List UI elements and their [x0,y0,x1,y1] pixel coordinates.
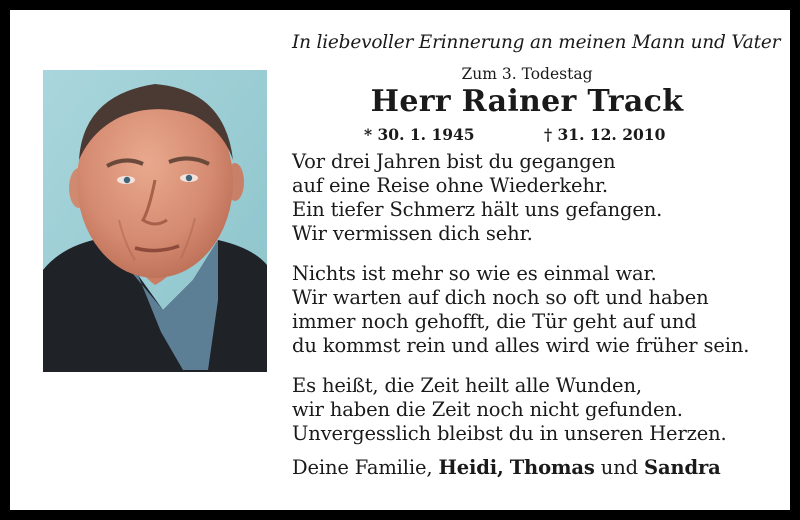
poem-stanza-1 [292,150,662,246]
family-prefix: Deine Familie, [292,456,433,479]
poem-line: Wir warten auf dich noch so oft und haben [292,286,709,309]
family-name-heidi: Heidi, [438,456,504,479]
notice-header: In liebevoller Erinnerung an meinen Mann und Vater [292,32,781,53]
poem-stanza-3 [292,374,727,446]
poem-line: Vor drei Jahren bist du gegangen [292,150,616,173]
poem-line: auf eine Reise ohne Wiederkehr. [292,174,608,197]
family-name-sandra: Sandra [644,456,721,479]
poem-line: Unvergesslich bleibst du in unseren Herzen. [292,422,727,445]
family-conjunction: und [600,456,638,479]
birth-date: * 30. 1. 1945 [364,125,475,144]
portrait-photo [43,70,267,372]
poem-line: immer noch gehofft, die Tür geht auf und [292,310,697,333]
obituary-card [10,10,790,510]
poem-stanza-2 [292,262,749,358]
family-name-thomas: Thomas [509,456,595,479]
family-signature [292,456,721,479]
poem-line: Es heißt, die Zeit heilt alle Wunden, [292,374,642,397]
death-date: † 31. 12. 2010 [544,125,666,144]
notice-occasion: Zum 3. Todestag [461,65,593,83]
poem-line: wir haben die Zeit noch nicht gefunden. [292,398,683,421]
poem-line: Ein tiefer Schmerz hält uns gefangen. [292,198,663,221]
poem-line: Wir vermissen dich sehr. [292,222,533,245]
deceased-name: Herr Rainer Track [370,84,684,119]
poem-line: du kommst rein und alles wird wie früher sein. [292,334,750,357]
poem-line: Nichts ist mehr so wie es einmal war. [292,262,657,285]
